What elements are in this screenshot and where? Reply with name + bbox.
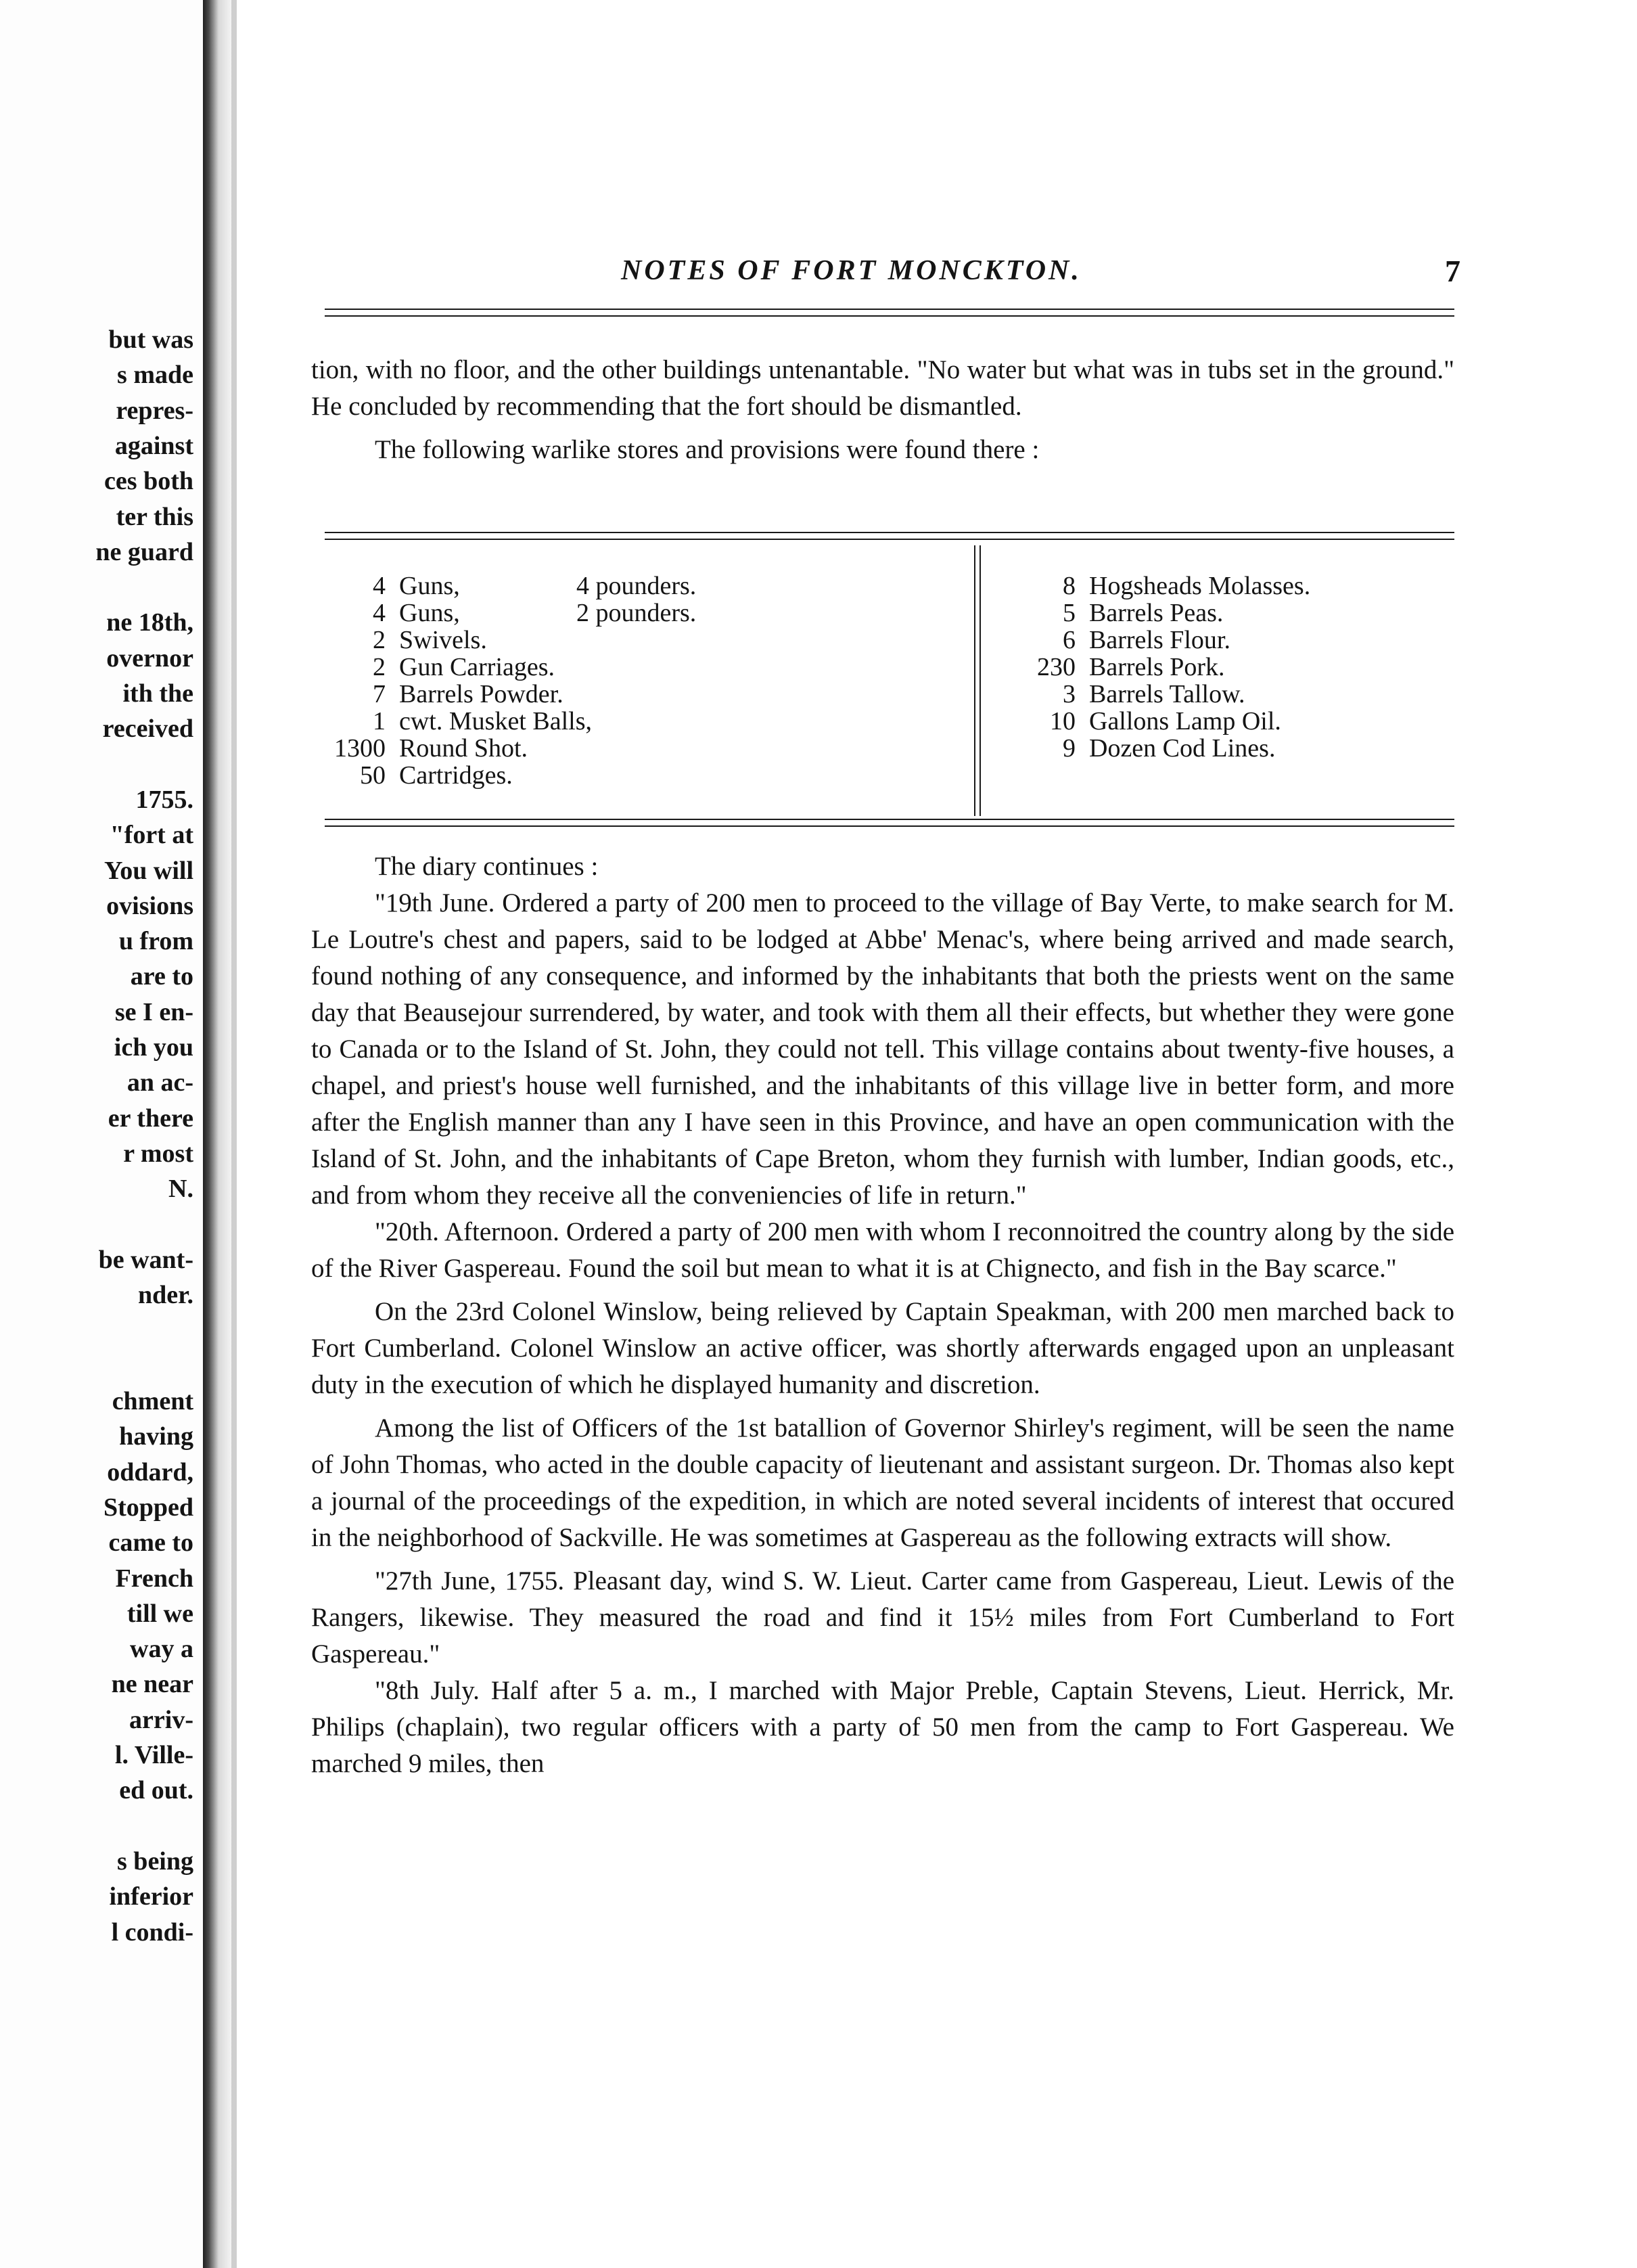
paragraph-diary-continues: The diary continues : bbox=[375, 852, 599, 881]
inventory-row bbox=[325, 681, 933, 708]
inventory-item: Dozen Cod Lines. bbox=[1089, 734, 1276, 763]
left-page-fragment: s made bbox=[117, 361, 193, 390]
inventory-quantity: 2 bbox=[373, 653, 386, 681]
left-page-fragment: ne 18th, bbox=[106, 608, 193, 637]
left-facing-page bbox=[0, 0, 203, 2268]
inventory-row bbox=[1001, 681, 1448, 708]
stores-inventory-table bbox=[325, 572, 1454, 802]
inventory-item: Gun Carriages. bbox=[399, 653, 555, 681]
page-edge bbox=[231, 0, 237, 2268]
left-page-fragment: overnor bbox=[106, 643, 193, 673]
inventory-row bbox=[325, 708, 933, 735]
left-page-fragment: till we bbox=[126, 1599, 193, 1628]
left-page-fragment: Stopped bbox=[103, 1493, 193, 1522]
inventory-quantity: 5 bbox=[1063, 599, 1076, 627]
inventory-quantity: 1300 bbox=[334, 734, 386, 763]
inventory-row bbox=[1001, 735, 1448, 762]
left-page-fragment: N. bbox=[168, 1175, 193, 1204]
left-page-fragment: having bbox=[119, 1422, 193, 1451]
paragraph-20th: "20th. Afternoon. Ordered a party of 200 men with whom I reconnoitred the country along by the side of the River Gaspereau. Found the soil but mean to what it is at Chignecto, and fish in the Bay scarce." bbox=[311, 1217, 1454, 1283]
inventory-row bbox=[325, 599, 933, 627]
page-header bbox=[237, 254, 1637, 295]
table-bottom-rule bbox=[325, 819, 1454, 827]
left-page-fragment: French bbox=[115, 1564, 193, 1593]
left-page-fragment: oddard, bbox=[107, 1457, 193, 1487]
left-page-fragment: be want- bbox=[98, 1245, 193, 1274]
inventory-item: Cartridges. bbox=[399, 761, 513, 790]
left-page-fragment: You will bbox=[104, 856, 193, 885]
left-page-fragment: nder. bbox=[137, 1281, 193, 1310]
left-page-fragment: ne guard bbox=[95, 537, 193, 566]
table-top-rule bbox=[325, 532, 1454, 540]
running-title: NOTES OF FORT MONCKTON. bbox=[621, 255, 1082, 286]
left-page-fragment: se I en- bbox=[114, 997, 193, 1026]
inventory-quantity: 10 bbox=[1050, 707, 1076, 735]
inventory-quantity: 4 bbox=[373, 572, 386, 600]
body-text bbox=[311, 848, 1454, 1782]
inventory-item: Gallons Lamp Oil. bbox=[1089, 707, 1281, 735]
inventory-row bbox=[325, 654, 933, 681]
left-page-fragment: chment bbox=[112, 1387, 193, 1415]
inventory-item: cwt. Musket Balls, bbox=[399, 707, 592, 735]
left-page-fragment: ith the bbox=[122, 679, 193, 708]
book-gutter bbox=[203, 0, 231, 2268]
left-page-fragment: an ac- bbox=[126, 1068, 193, 1097]
paragraph-stores-intro: The following warlike stores and provisions were found there : bbox=[375, 435, 1040, 464]
main-page bbox=[237, 0, 1637, 2268]
left-page-fragment: inferior bbox=[109, 1882, 193, 1911]
paragraph-continuation: tion, with no floor, and the other buildings untenantable. "No water but what was in tubs set in the ground." He concluded by recommending that the fort should be dismantled. bbox=[311, 355, 1454, 421]
left-page-fragment: ter this bbox=[116, 502, 193, 531]
left-page-fragment: against bbox=[114, 431, 193, 460]
left-page-fragment: repres- bbox=[116, 396, 193, 425]
inventory-quantity: 4 bbox=[373, 599, 386, 627]
left-page-fragment: s being bbox=[117, 1846, 193, 1876]
inventory-item: Round Shot. bbox=[399, 734, 528, 763]
inventory-row bbox=[1001, 599, 1448, 627]
inventory-quantity: 9 bbox=[1063, 734, 1076, 763]
inventory-row bbox=[325, 572, 933, 599]
inventory-quantity: 8 bbox=[1063, 572, 1076, 600]
header-rule bbox=[325, 309, 1454, 317]
left-page-fragment: ich you bbox=[114, 1033, 193, 1062]
left-page-fragment: way a bbox=[130, 1635, 193, 1664]
left-page-fragment: ovisions bbox=[106, 891, 193, 920]
inventory-item: Guns, bbox=[399, 599, 460, 627]
inventory-quantity: 3 bbox=[1063, 680, 1076, 708]
inventory-item: Barrels Flour. bbox=[1089, 626, 1230, 654]
inventory-row bbox=[1001, 708, 1448, 735]
page-number: 7 bbox=[1445, 254, 1460, 288]
inventory-row bbox=[1001, 654, 1448, 681]
inventory-item: Guns, bbox=[399, 572, 460, 600]
inventory-item: Barrels Peas. bbox=[1089, 599, 1224, 627]
inventory-quantity: 50 bbox=[360, 761, 386, 790]
paragraph-23rd-winslow: On the 23rd Colonel Winslow, being relieved by Captain Speakman, with 200 men marched back to Fort Cumberland. Colonel Winslow an active officer, was shortly afterwards engaged upon an unpleasant duty in the execution of which he displayed humanity and discretion. bbox=[311, 1297, 1454, 1399]
left-page-fragment: but was bbox=[108, 325, 193, 354]
left-page-fragment: er there bbox=[108, 1104, 193, 1133]
inventory-quantity: 1 bbox=[373, 707, 386, 735]
intro-text bbox=[311, 352, 1454, 468]
left-page-fragment: came to bbox=[108, 1528, 193, 1558]
left-page-fragment: r most bbox=[123, 1139, 193, 1168]
left-page-fragment: ne near bbox=[111, 1670, 193, 1699]
inventory-quantity: 6 bbox=[1063, 626, 1076, 654]
left-page-fragment: are to bbox=[130, 962, 193, 991]
paragraph-officers-list: Among the list of Officers of the 1st batallion of Governor Shirley's regiment, will be seen the name of John Thomas, who acted in the double capacity of lieutenant and assistant surgeon. Dr. Thomas also kept a journal of the proceedings of the expedition, in which are noted several incidents of interest that occured in the neighborhood of Sackville. He was sometimes at Gaspereau as the following extracts will show. bbox=[311, 1413, 1454, 1552]
paragraph-19th-june: "19th June. Ordered a party of 200 men to proceed to the village of Bay Verte, to make search for M. Le Loutre's chest and papers, said to be lodged at Abbe' Menac's, where being arrived and made search, found nothing of any consequence, and informed by the inhabitants that both the priests went on the same day that Beausejour surrendered, by water, and took with them all their effects, but whether they were gone to Canada or to the Island of St. John, they could not tell. This village contains about twenty-five houses, a chapel, and priest's house well furnished, and the inhabitants of this village live in better form, and more after the English manner than any I have seen in this Province, and have an open communication with the Island of St. John, and the inhabitants of Cape Breton, whom they furnish with lumber, Indian goods, etc., and from whom they receive all the conveniencies of life in return." bbox=[311, 888, 1454, 1210]
left-page-fragment: ed out. bbox=[119, 1776, 193, 1805]
inventory-row bbox=[1001, 572, 1448, 599]
inventory-quantity: 230 bbox=[1037, 653, 1076, 681]
column-divider bbox=[974, 545, 975, 816]
left-page-fragment: received bbox=[102, 715, 193, 744]
inventory-detail: 2 pounders. bbox=[576, 599, 697, 627]
left-page-fragment: ces both bbox=[104, 467, 193, 496]
inventory-item: Barrels Tallow. bbox=[1089, 680, 1245, 708]
inventory-quantity: 2 bbox=[373, 626, 386, 654]
paragraph-27th-june: "27th June, 1755. Pleasant day, wind S. W. Lieut. Carter came from Gaspereau, Lieut. Lewis of the Rangers, likewise. They measured the road and find it 15½ miles from Fort Cumberland to Fort Gaspereau." bbox=[311, 1566, 1454, 1669]
inventory-row bbox=[325, 735, 933, 762]
inventory-item: Hogsheads Molasses. bbox=[1089, 572, 1311, 600]
inventory-item: Swivels. bbox=[399, 626, 487, 654]
inventory-item: Barrels Powder. bbox=[399, 680, 563, 708]
paragraph-8th-july: "8th July. Half after 5 a. m., I marched with Major Preble, Captain Stevens, Lieut. Herrick, Mr. Philips (chaplain), two regular officers with a party of 50 men from the camp to Fort Gaspereau. We marched 9 miles, then bbox=[311, 1676, 1454, 1778]
left-page-fragment: arriv- bbox=[129, 1705, 193, 1734]
left-page-fragment: "fort at bbox=[110, 821, 193, 850]
inventory-quantity: 7 bbox=[373, 680, 386, 708]
inventory-detail: 4 pounders. bbox=[576, 572, 697, 600]
left-page-fragment: u from bbox=[118, 927, 193, 956]
left-page-fragment: l condi- bbox=[111, 1918, 193, 1947]
left-page-fragment: 1755. bbox=[135, 785, 193, 814]
inventory-row bbox=[325, 762, 933, 789]
column-divider bbox=[979, 545, 981, 816]
left-page-fragment: l. Ville- bbox=[114, 1741, 193, 1769]
inventory-row bbox=[325, 627, 933, 654]
inventory-row bbox=[1001, 627, 1448, 654]
inventory-item: Barrels Pork. bbox=[1089, 653, 1225, 681]
